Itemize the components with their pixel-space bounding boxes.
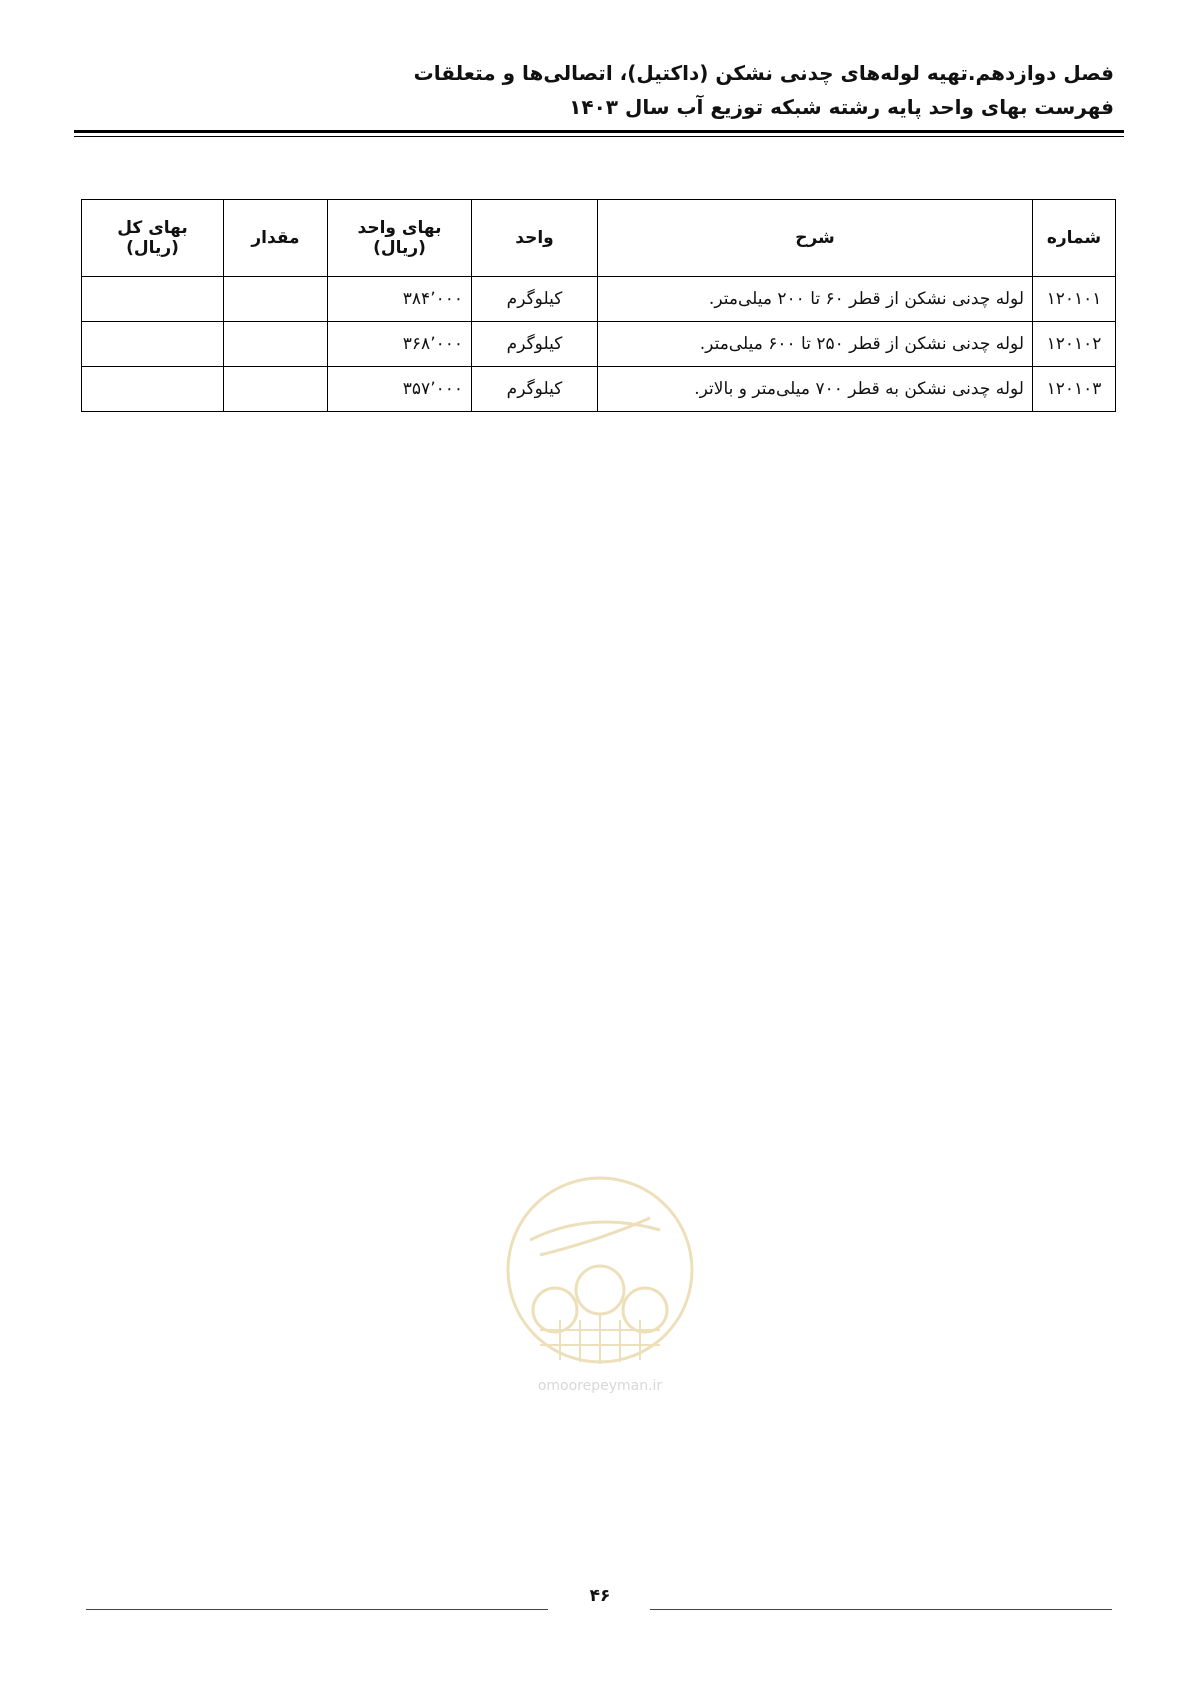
row-description: لوله چدنی نشکن از قطر ۶۰ تا ۲۰۰ میلی‌متر. (598, 277, 1033, 322)
row-unit-price: ۳۵۷٬۰۰۰ (328, 367, 472, 412)
chapter-title: فصل دوازدهم.تهیه لوله‌های چدنی نشکن (داکتیل)، اتصالی‌ها و متعلقات (413, 61, 1114, 85)
col-quantity-header: مقدار (224, 200, 328, 277)
row-quantity (224, 367, 328, 412)
row-quantity (224, 277, 328, 322)
page-number: ۴۶ (589, 1586, 611, 1606)
unit-price-header-line1: بهای واحد (357, 218, 442, 238)
row-number: ۱۲۰۱۰۳ (1033, 367, 1116, 412)
watermark-url: omoorepeyman.ir (537, 1378, 663, 1394)
row-unit: کیلوگرم (472, 367, 598, 412)
row-quantity (224, 322, 328, 367)
col-total-price-header: بهای کل (ریال) (82, 200, 224, 277)
row-unit-price: ۳۶۸٬۰۰۰ (328, 322, 472, 367)
col-unit-header: واحد (472, 200, 598, 277)
col-number-header: شماره (1033, 200, 1116, 277)
header-rule-thin (74, 136, 1124, 137)
row-number: ۱۲۰۱۰۱ (1033, 277, 1116, 322)
unit-price-header-line2: (ریال) (373, 238, 426, 258)
col-unit-price-header (328, 200, 472, 277)
page-header (74, 56, 1114, 124)
footer-rule-right (650, 1609, 1112, 1610)
table-header-row (82, 200, 1116, 277)
row-total-price (82, 277, 224, 322)
row-unit: کیلوگرم (472, 277, 598, 322)
table-row (82, 277, 1116, 322)
table-row (82, 367, 1116, 412)
watermark (500, 1170, 700, 1400)
footer-rule-left (86, 1609, 548, 1610)
row-total-price (82, 367, 224, 412)
row-description: لوله چدنی نشکن به قطر ۷۰۰ میلی‌متر و بالاتر. (598, 367, 1033, 412)
row-total-price (82, 322, 224, 367)
row-number: ۱۲۰۱۰۲ (1033, 322, 1116, 367)
header-rule-thick (74, 130, 1124, 133)
gear-logo-icon (500, 1170, 700, 1370)
col-description-header: شرح (598, 200, 1033, 277)
row-description: لوله چدنی نشکن از قطر ۲۵۰ تا ۶۰۰ میلی‌متر. (598, 322, 1033, 367)
row-unit-price: ۳۸۴٬۰۰۰ (328, 277, 472, 322)
price-table (81, 199, 1116, 412)
price-list-title: فهرست بهای واحد پایه رشته شبکه توزیع آب سال ۱۴۰۳ (569, 95, 1114, 119)
row-unit: کیلوگرم (472, 322, 598, 367)
table-row (82, 322, 1116, 367)
